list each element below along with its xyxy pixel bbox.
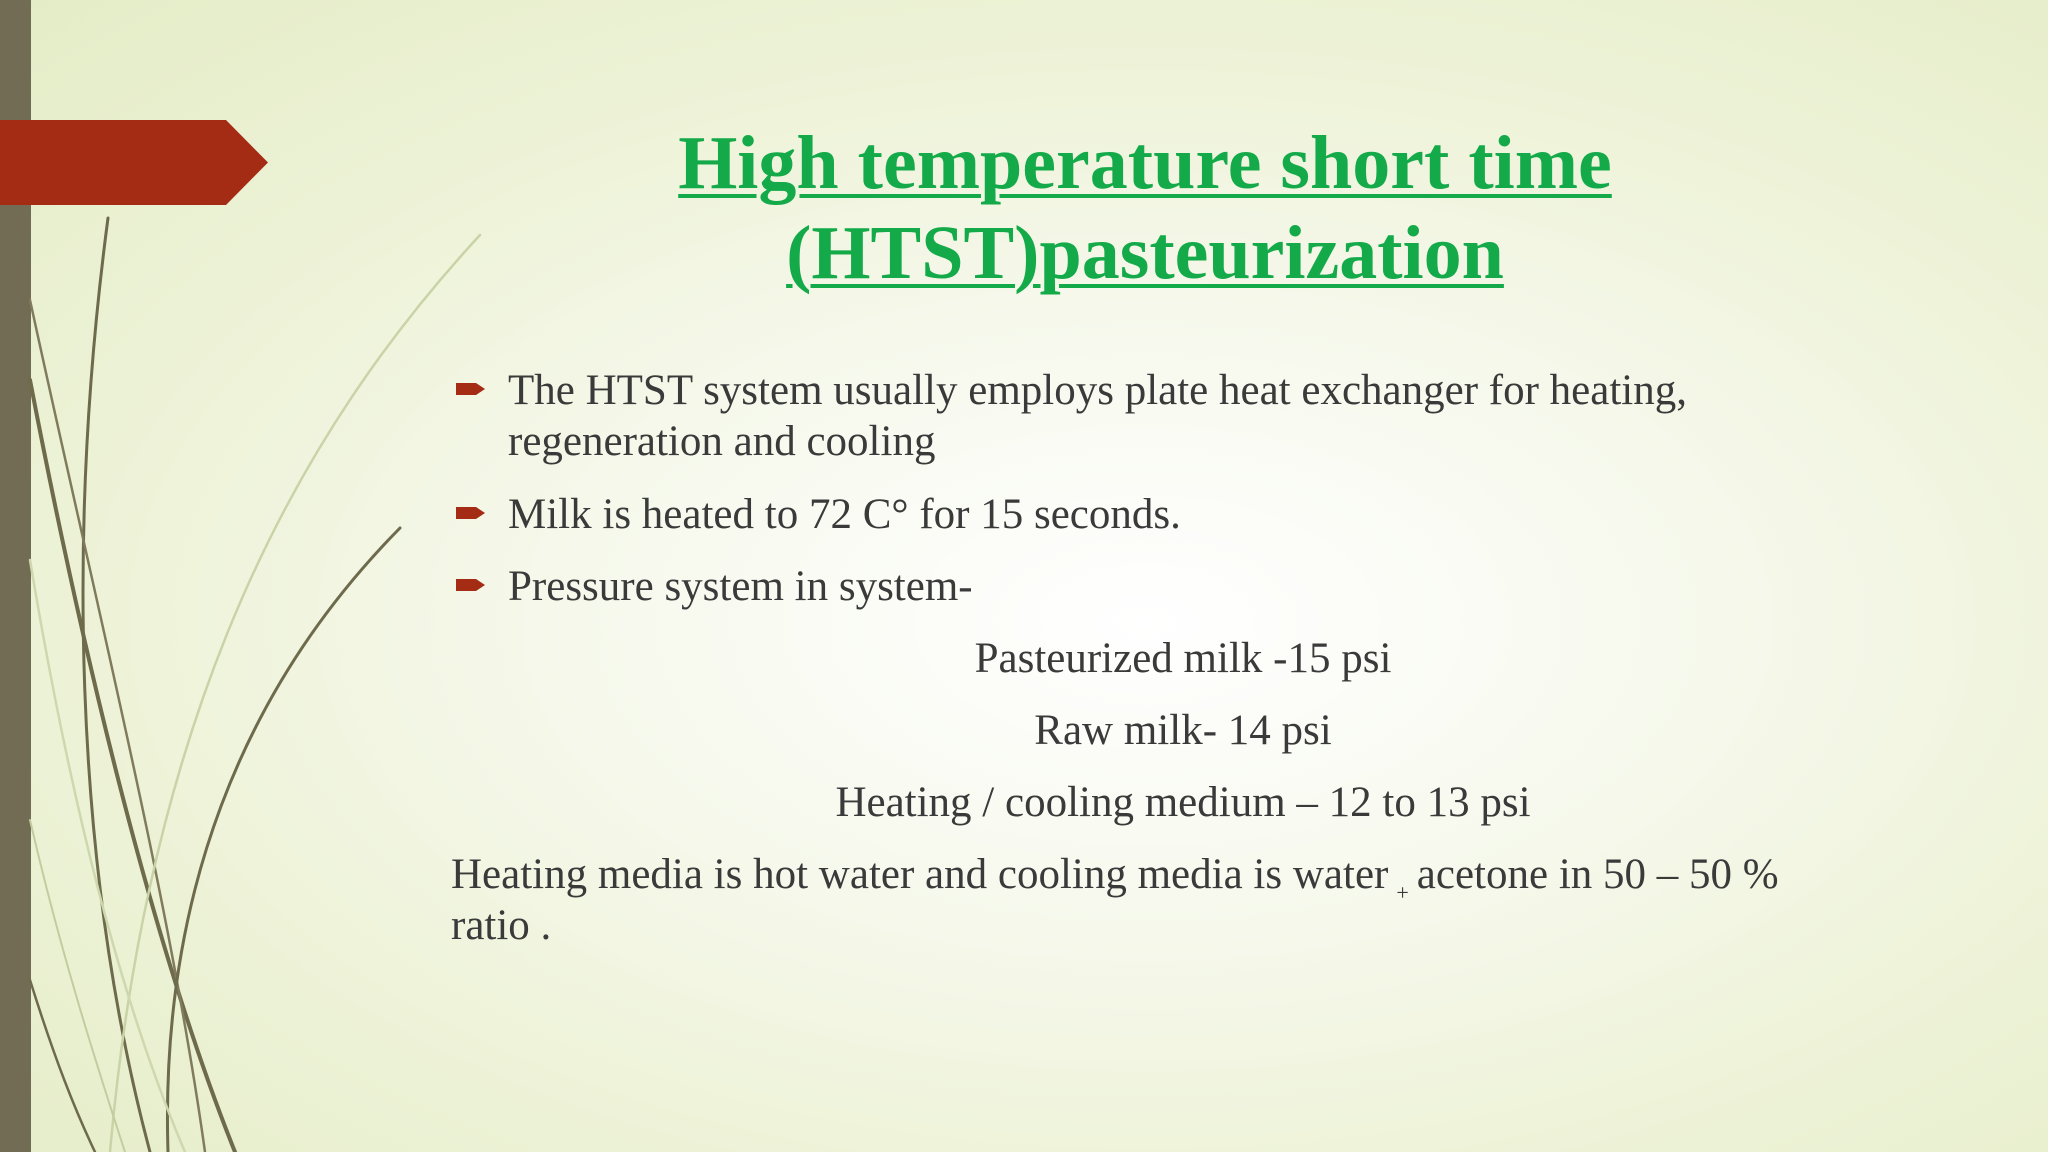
footer-line-2: ratio .: [451, 902, 552, 949]
footer-text-part-2: acetone in 50 – 50 %: [1416, 851, 1779, 898]
title-line-2: (HTST)pasteurization: [786, 211, 1504, 295]
bullet-3-line-1: Pressure system in system-: [508, 563, 973, 610]
bullet-1-line-1: The HTST system usually employs plate heat exchanger for heating,: [508, 367, 1687, 414]
footer-line-1: [451, 849, 1779, 918]
footer-text-part-1: Heating media is hot water and cooling media is water: [451, 851, 1389, 898]
pressure-line-pasteurized: Pasteurized milk -15 psi: [974, 635, 1392, 682]
slide-title: [500, 118, 1790, 298]
arrow-bullet-icon: [454, 575, 487, 595]
pressure-line-raw: Raw milk- 14 psi: [1034, 707, 1332, 754]
arrow-tab-decoration: [0, 120, 268, 205]
title-line-1: High temperature short time: [678, 121, 1612, 205]
arrow-bullet-icon: [454, 503, 487, 523]
pressure-line-medium: Heating / cooling medium – 12 to 13 psi: [835, 779, 1531, 826]
plus-sign: +: [1396, 880, 1409, 905]
arrow-bullet-icon: [454, 379, 487, 399]
bullet-2-line-1: Milk is heated to 72 C° for 15 seconds.: [508, 491, 1181, 538]
bullet-1-line-2: regeneration and cooling: [508, 418, 936, 465]
